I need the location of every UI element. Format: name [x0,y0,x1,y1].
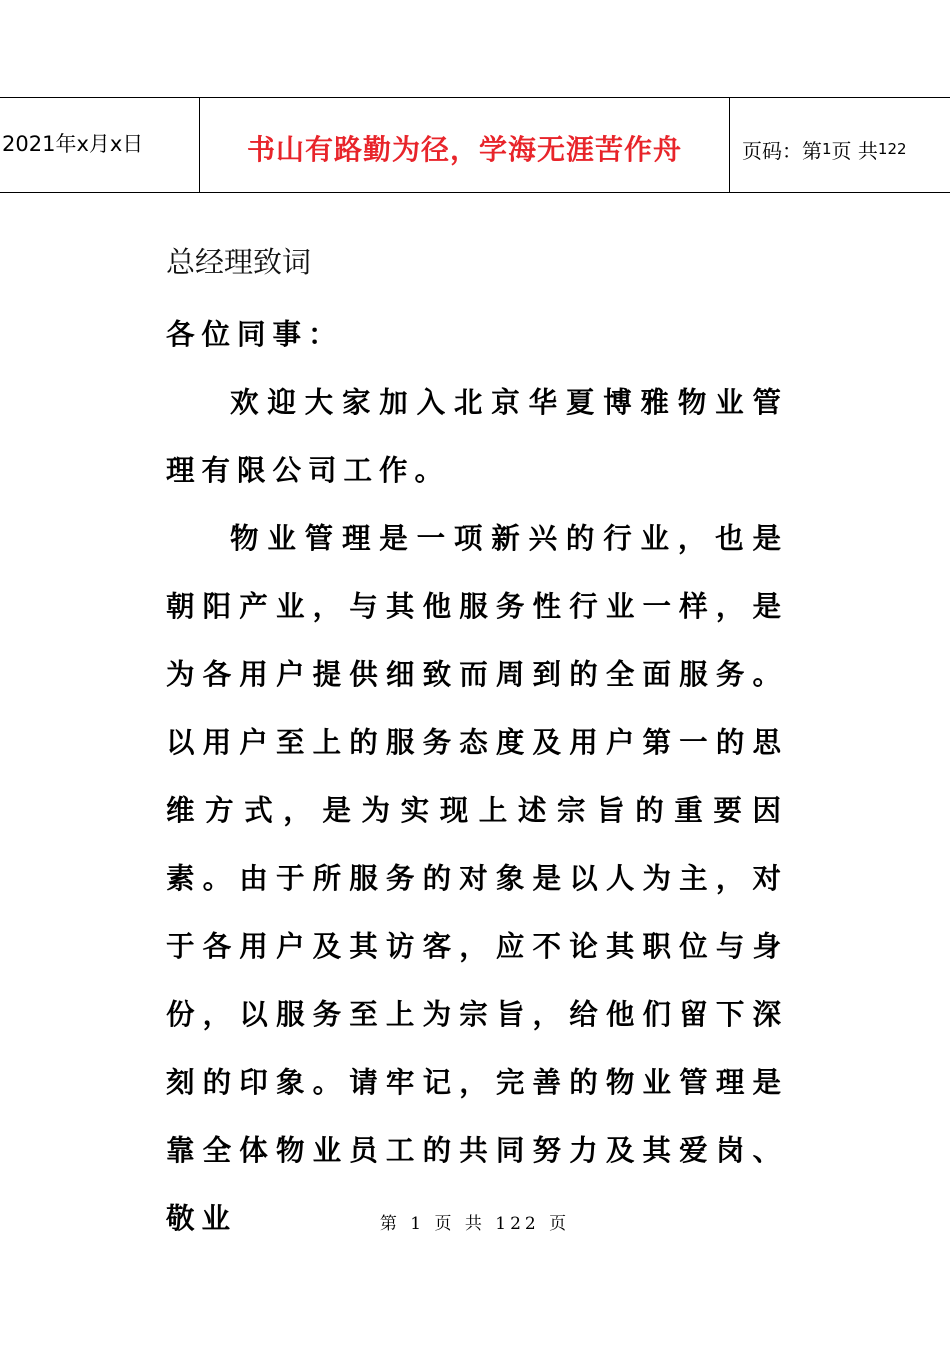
header-page-number: 1 [822,140,832,158]
page-header [0,97,950,193]
paragraph: 物业管理是一项新兴的行业，也是朝阳产业，与其他服务性行业一样，是为各用户提供细致而周到的全面服务。以用户至上的服务态度及用户第一的思维方式，是为实现上述宗旨的重要因素。由于所服务的对象是以人为主，对于各用户及其访客，应不论其职位与身份，以服务至上为宗旨，给他们留下深刻的印象。请牢记，完善的物业管理是靠全体物业员工的共同努力及其爱岗、敬业 [166,521,788,1235]
salutation: 各位同事： [166,317,344,351]
header-date: 2021年x月x日 [0,98,200,192]
header-page-mid: 页 共 [831,138,878,163]
document-body [166,300,788,1252]
header-motto: 书山有路勤为径，学海无涯苦作舟 [200,98,730,192]
paragraph: 欢迎大家加入北京华夏博雅物业管理有限公司工作。 [166,385,788,487]
header-page-total: 122 [877,140,907,158]
header-page-label: 页码：第 [742,138,822,163]
header-page-info [730,98,950,192]
document-title: 总经理致词 [166,245,312,279]
page-footer: 第 1 页 共 122 页 [379,1214,571,1234]
